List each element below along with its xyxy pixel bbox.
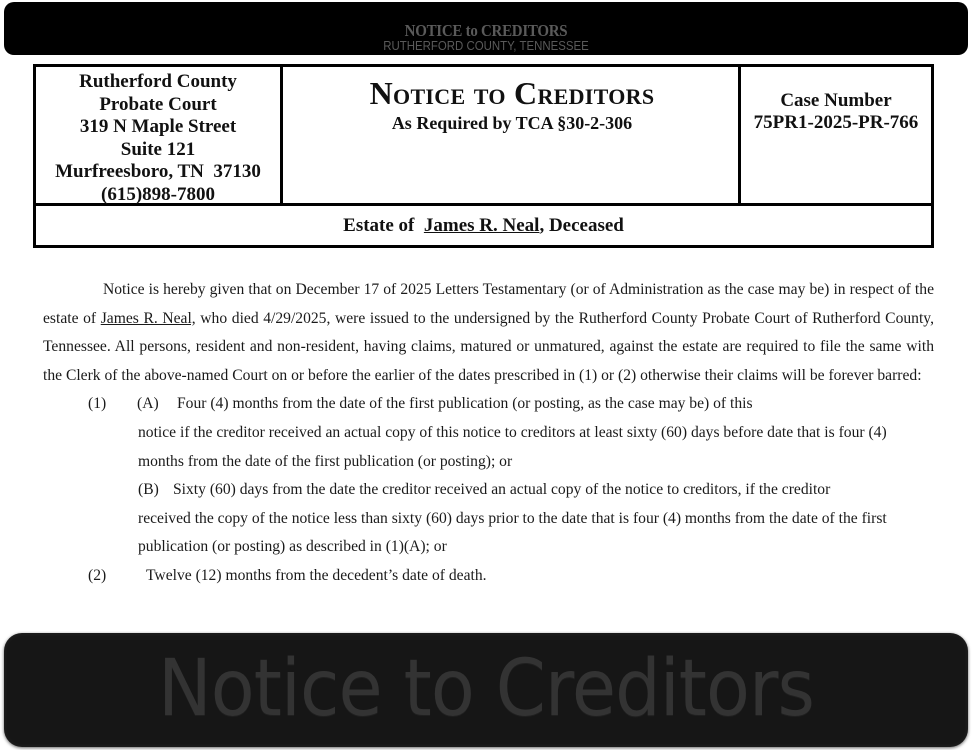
court-phone: (615)898-7800 xyxy=(101,183,215,205)
list-item-1a-line: notice if the creditor received an actual copy of this notice to creditors at least sixty (60) days before date that is four (4) xyxy=(138,423,887,441)
list-item-1b-line: received the copy of the notice less than sixty (60) days prior to the date that is four (4) months from the date of the first xyxy=(138,509,887,527)
list-item-1a-label: (A) xyxy=(137,395,159,413)
estate-decedent-name: James R. Neal xyxy=(423,215,540,236)
court-line: Rutherford County xyxy=(79,71,237,92)
notice-header-table xyxy=(33,64,934,248)
court-address-cell xyxy=(36,67,283,206)
case-number-cell xyxy=(738,67,931,206)
list-item-2-label: (2) xyxy=(88,566,107,584)
court-line: Murfreesboro, TN 37130 xyxy=(55,161,261,182)
notice-body xyxy=(43,276,934,584)
case-number-label: Case Number xyxy=(780,90,892,111)
court-line: 319 N Maple Street xyxy=(79,116,237,137)
top-banner-title: NOTICE to CREDITORS xyxy=(404,21,568,40)
notice-paragraph xyxy=(43,276,934,390)
top-banner xyxy=(4,2,968,55)
list-item-1b-line: publication (or posting) as described in (1)(A); or xyxy=(138,538,447,556)
paragraph-part-1: Notice is hereby given that on December 17 of 2025 Letters Testamentary (or of Administration as the case may be) in respect of the estate of xyxy=(43,281,934,327)
list-item-1b-label: (B) xyxy=(138,481,159,499)
top-banner-subtitle: RUTHERFORD COUNTY, TENNESSEE xyxy=(383,38,589,53)
case-number-value: 75PR1-2025-PR-766 xyxy=(753,112,919,133)
claims-list xyxy=(43,390,934,584)
court-line: Suite 121 xyxy=(120,138,196,160)
bottom-banner-title: Notice to Creditors xyxy=(157,644,815,734)
page-title: Notice to Creditors xyxy=(369,75,655,111)
paragraph-decedent-name: James R. Neal, xyxy=(100,309,196,327)
estate-suffix: , Deceased xyxy=(539,215,624,236)
list-item-1a-line: Four (4) months from the date of the first publication (or posting, as the case may be) of this xyxy=(177,395,753,413)
estate-row xyxy=(36,206,931,245)
list-item-1-label: (1) xyxy=(88,395,107,413)
list-item-2-text: Twelve (12) months from the decedent’s date of death. xyxy=(146,566,487,584)
list-item-1b-line: Sixty (60) days from the date the creditor received an actual copy of the notice to creditors, if the creditor xyxy=(173,481,831,499)
bottom-banner xyxy=(4,633,968,747)
notice-title-cell xyxy=(283,67,741,206)
paragraph-part-2: who died 4/29/2025, were issued to the undersigned by the Rutherford County Probate Court of Rutherford County, Tennessee. All persons, resident and non-resident, having claims, matured or unmatured, against the estate are required to file the same with the Clerk of the above-named Court on or before the earlier of the dates prescribed in (1) or (2) otherwise their claims will be forever barred: xyxy=(43,309,934,384)
estate-prefix: Estate of xyxy=(343,215,415,236)
court-line: Probate Court xyxy=(99,93,217,115)
statute-reference: As Required by TCA §30-2-306 xyxy=(391,113,633,133)
list-item-1a-line: months from the date of the first publication (or posting); or xyxy=(138,452,513,470)
